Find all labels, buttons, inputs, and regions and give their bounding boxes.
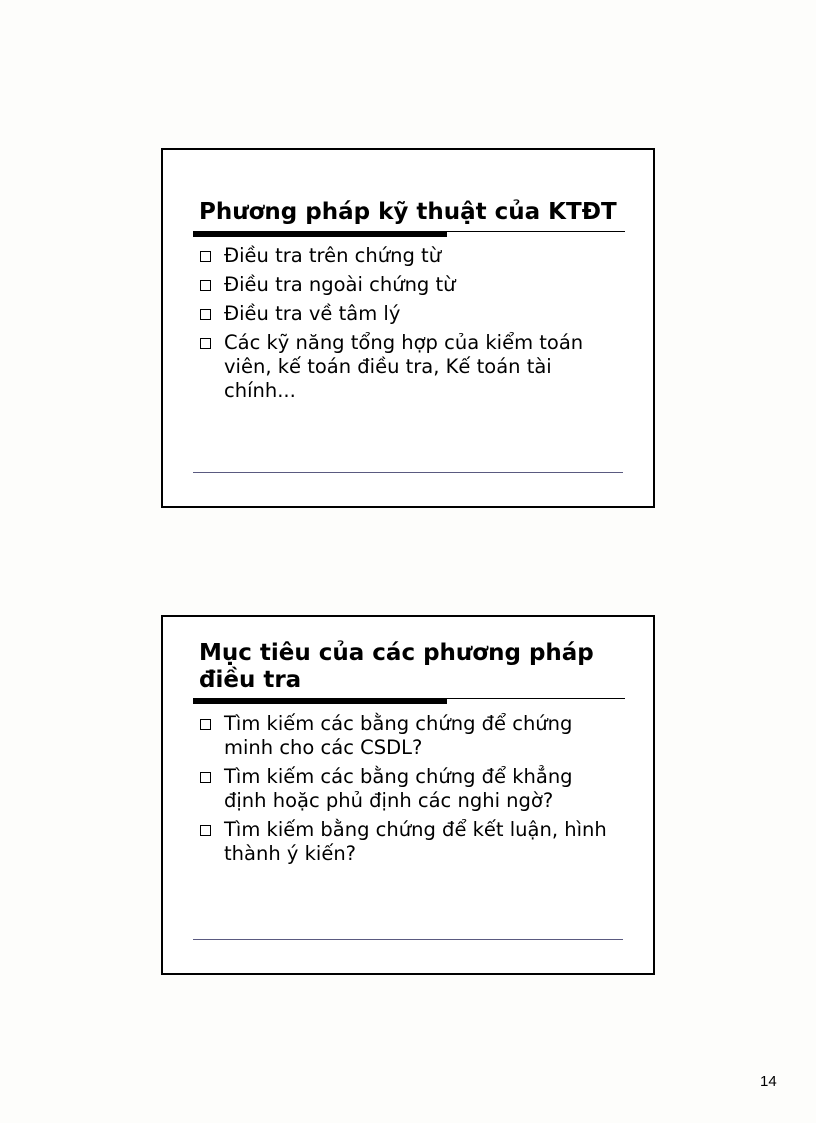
square-bullet-icon [200, 772, 211, 783]
bullet-text: Điều tra về tâm lý [224, 302, 401, 325]
bullet-text: Điều tra trên chứng từ [224, 244, 442, 267]
square-bullet-icon [200, 719, 211, 730]
title-accent-bar [193, 232, 447, 237]
title-accent-bar [193, 699, 447, 704]
footer-rule [193, 939, 623, 940]
slide-title: Phương pháp kỹ thuật của KTĐT [199, 199, 617, 225]
bullet-item [199, 273, 619, 297]
slide-1 [161, 148, 655, 508]
bullet-item [199, 331, 619, 403]
bullet-text: Tìm kiếm các bằng chứng để khẳng định hoặc phủ định các nghi ngờ? [224, 765, 573, 812]
bullet-text: Điều tra ngoài chứng từ [224, 273, 456, 296]
bullet-text: Tìm kiếm bằng chứng để kết luận, hình thành ý kiến? [224, 818, 607, 865]
bullet-list [199, 244, 619, 408]
bullet-item [199, 818, 619, 866]
slide-2 [161, 615, 655, 975]
bullet-text: Tìm kiếm các bằng chứng để chứng minh cho các CSDL? [224, 712, 573, 759]
bullet-list [199, 712, 619, 871]
bullet-item [199, 712, 619, 760]
square-bullet-icon [200, 280, 211, 291]
square-bullet-icon [200, 825, 211, 836]
footer-rule [193, 472, 623, 473]
bullet-item [199, 302, 619, 326]
page-number: 14 [760, 1073, 777, 1090]
square-bullet-icon [200, 251, 211, 262]
square-bullet-icon [200, 309, 211, 320]
bullet-item [199, 765, 619, 813]
bullet-text: Các kỹ năng tổng hợp của kiểm toán viên, kế toán điều tra, Kế toán tài chính... [224, 331, 584, 402]
slide-title: Mục tiêu của các phương pháp điều tra [199, 640, 594, 693]
square-bullet-icon [200, 338, 211, 349]
bullet-item [199, 244, 619, 268]
